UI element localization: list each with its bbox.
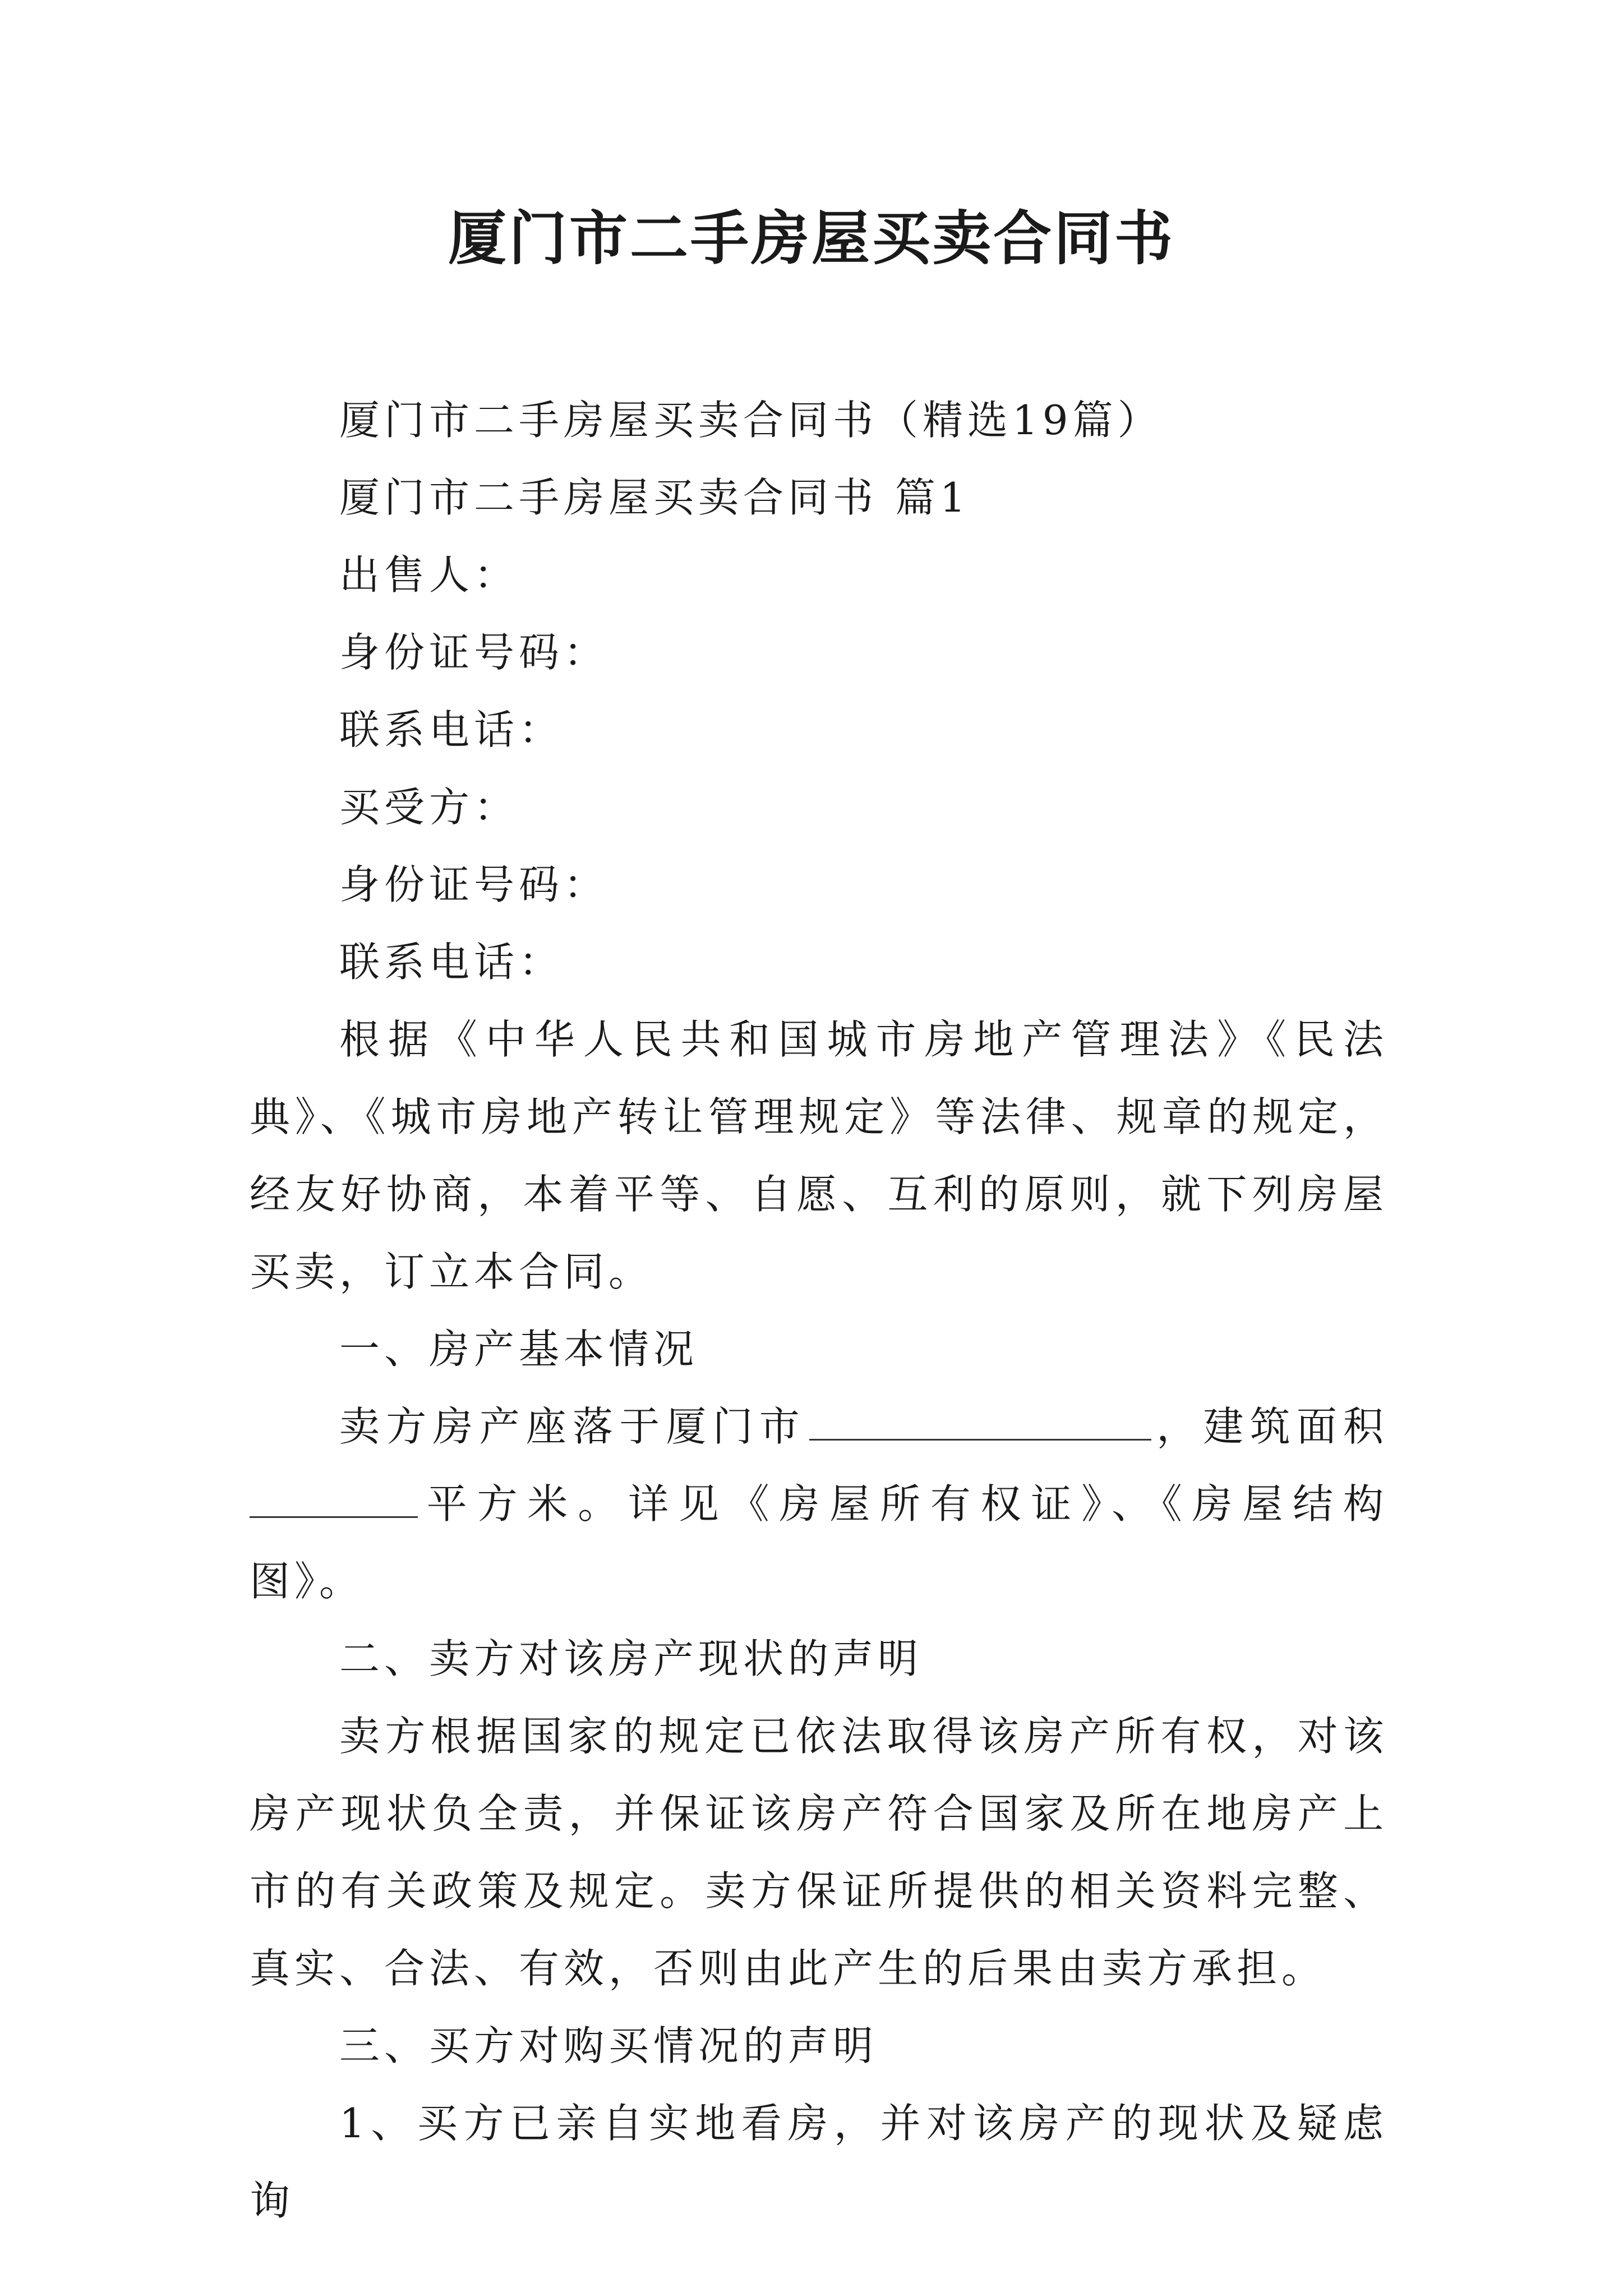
seller-phone-label: 联系电话：	[339, 706, 564, 753]
subtitle-line: 厦门市二手房屋买卖合同书（精选19篇）	[339, 397, 1163, 444]
address-blank	[809, 1394, 1151, 1441]
section-1-text-part2: ，建筑面积	[1154, 1403, 1388, 1450]
buyer-phone-label: 联系电话：	[339, 938, 564, 986]
section-1-paragraph	[250, 1388, 1388, 1620]
intro-paragraph: 根据《中华人民共和国城市房地产管理法》《民法典》、《城市房地产转让管理规定》等法律、规章的规定，经友好协商，本着平等、自愿、互利的原则，就下列房屋买卖，订立本合同。	[250, 1016, 1388, 1295]
document-body	[250, 381, 1388, 2239]
buyer-id-label: 身份证号码：	[339, 861, 609, 908]
section-1-text-part1: 卖方房产座落于厦门市	[339, 1403, 806, 1450]
section-2-paragraph: 卖方根据国家的规定已依法取得该房产所有权，对该房产现状负全责，并保证该房产符合国家及所在地房产上市的有关政策及规定。卖方保证所提供的相关资料完整、真实、合法、有效，否则由此产生的后果由卖方承担。	[250, 1713, 1388, 1992]
document-title: 厦门市二手房屋买卖合同书	[448, 204, 1175, 273]
section-3-item-1: 1、买方已亲自实地看房，并对该房产的现状及疑虑询	[250, 2100, 1388, 2224]
seller-label: 出售人：	[339, 551, 519, 599]
section-1-heading: 一、房产基本情况	[339, 1326, 699, 1373]
seller-id-label: 身份证号码：	[339, 629, 609, 676]
section-2-heading: 二、卖方对该房产现状的声明	[339, 1635, 923, 1682]
chapter-line: 厦门市二手房屋买卖合同书 篇1	[339, 474, 970, 521]
area-blank	[250, 1471, 418, 1518]
section-3-heading: 三、买方对购买情况的声明	[339, 2022, 878, 2069]
section-1-text-part3: 平方米。详见《房屋所有权证》、《房屋结构图》。	[250, 1480, 1388, 1605]
buyer-label: 买受方：	[339, 784, 519, 831]
